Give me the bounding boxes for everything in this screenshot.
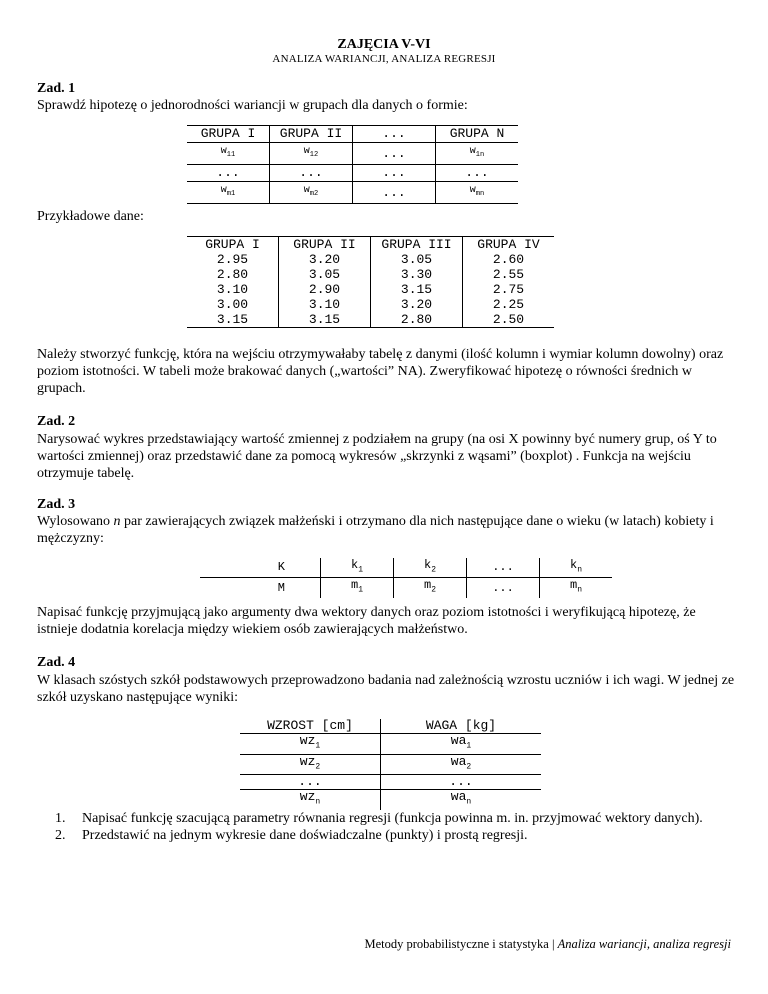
zad3-paragraph: Napisać funkcję przyjmującą jako argumenty dwa wektory danych oraz poziom istotności i weryfikującą hipotezę, że istnieje dodatnia korelacja między wiekiem osób zawierających małżeństwo.	[37, 605, 696, 637]
form-cell: $w_{mn}$	[436, 182, 519, 204]
age-cell: $k_n$	[540, 558, 613, 578]
form-cell: $w_{m1}$	[187, 182, 270, 204]
example-cell: 3.20	[371, 297, 463, 312]
hw-cell: $wa_1$	[381, 734, 542, 755]
example-cell: 2.80	[187, 267, 279, 282]
example-cell: 3.05	[279, 267, 371, 282]
age-cell: ...	[467, 558, 540, 578]
list-item-text: Napisać funkcję szacującą parametry równania regresji (funkcja powinna m. in. przyjmować wektory danych).	[82, 811, 703, 826]
example-cell: 3.10	[187, 282, 279, 297]
hw-cell: $wz_n$	[240, 790, 381, 810]
example-cell: 3.05	[371, 252, 463, 267]
list-item-number: 1.	[55, 811, 66, 826]
age-table	[200, 558, 612, 598]
zad2-heading: Zad. 2	[37, 414, 76, 429]
form-cell: ...	[353, 165, 436, 182]
zad4-task-list	[55, 810, 745, 844]
form-cell: $w_{m2}$	[270, 182, 353, 204]
form-table	[187, 125, 518, 204]
form-header: ...	[353, 126, 436, 143]
hw-cell: ...	[381, 775, 542, 790]
form-cell: ...	[353, 143, 436, 165]
age-cell: $k_2$	[394, 558, 467, 578]
example-cell: 2.60	[492, 252, 525, 267]
form-header: GRUPA II	[270, 126, 353, 143]
zad1-heading: Zad. 1	[37, 81, 76, 96]
hw-cell: $wz_2$	[240, 754, 381, 775]
example-header: GRUPA IV	[463, 237, 555, 253]
zad1-paragraph: Należy stworzyć funkcję, która na wejściu otrzymywałaby tabelę z danymi (ilość kolumn i wymiar kolumn dowolny) oraz poziom istotności. W tabeli może brakować danych („wartości” NA). Zweryfikować hipotezę o równości średnich w grupach.	[37, 347, 724, 396]
zad3-intro: Wylosowano n par zawierających związek małżeński i otrzymano dla nich następujące dane o wieku (w latach) kobiety i mężczyzny:	[37, 514, 714, 546]
example-cell: 3.30	[371, 267, 463, 282]
example-header: GRUPA I	[187, 237, 279, 253]
page-subtitle: ANALIZA WARIANCJI, ANALIZA REGRESJI	[272, 53, 496, 65]
form-header: GRUPA I	[187, 126, 270, 143]
example-table	[187, 236, 554, 328]
hw-cell: $wz_1$	[240, 734, 381, 755]
example-cell: 3.15	[187, 312, 279, 328]
example-cell: 2.25	[492, 297, 525, 312]
age-cell: $m_1$	[321, 578, 394, 598]
example-label: Przykładowe dane:	[37, 209, 144, 224]
hw-header: WZROST [cm]	[240, 719, 381, 734]
form-cell: $w_{1n}$	[436, 143, 519, 165]
zad1-intro: Sprawdź hipotezę o jednorodności wariancji w grupach dla danych o formie:	[37, 98, 468, 113]
form-cell: $w_{11}$	[187, 143, 270, 165]
height-weight-table	[240, 719, 541, 810]
zad4-heading: Zad. 4	[37, 655, 76, 670]
example-cell: 2.75	[492, 282, 525, 297]
form-header: GRUPA N	[436, 126, 519, 143]
example-cell: 3.10	[279, 297, 371, 312]
page-title: ZAJĘCIA V-VI	[337, 37, 431, 52]
example-header: GRUPA II	[279, 237, 371, 253]
example-cell: 3.00	[187, 297, 279, 312]
form-cell: ...	[270, 165, 353, 182]
age-label: K	[200, 558, 321, 578]
zad2-paragraph: Narysować wykres przedstawiający wartość zmiennej z podziałem na grupy (na osi X powinny być numery grup, oś Y to wartości zmiennej) oraz przedstawić dane za pomocą wykresów „skrzynki z wąsami” (boxplot) . Funkcja na wejściu otrzymuje tabelę.	[37, 432, 717, 481]
form-cell: ...	[436, 165, 519, 182]
age-cell: $k_1$	[321, 558, 394, 578]
list-item	[55, 827, 745, 844]
hw-cell: $wa_2$	[381, 754, 542, 775]
example-cell: 3.15	[371, 282, 463, 297]
example-cell: 2.55	[492, 267, 525, 282]
list-item	[55, 810, 745, 827]
example-header: GRUPA III	[371, 237, 463, 253]
age-cell: $m_2$	[394, 578, 467, 598]
example-cell: 3.15	[279, 312, 371, 328]
form-cell: $w_{12}$	[270, 143, 353, 165]
age-cell: ...	[467, 578, 540, 598]
zad4-paragraph: W klasach szóstych szkół podstawowych przeprowadzono badania nad zależnością wzrostu uczniów i ich wagi. W jednej ze szkół uzyskano następujące wyniki:	[37, 673, 735, 705]
list-item-number: 2.	[55, 828, 66, 843]
hw-header: WAGA [kg]	[381, 719, 542, 734]
list-item-text: Przedstawić na jednym wykresie dane doświadczalne (punkty) i prostą regresji.	[82, 828, 528, 843]
hw-cell: $wa_n$	[450, 789, 472, 807]
form-cell: ...	[187, 165, 270, 182]
example-cell: 2.80	[371, 312, 463, 328]
zad3-heading: Zad. 3	[37, 497, 76, 512]
example-cell: 2.90	[279, 282, 371, 297]
age-cell: $m_n$	[569, 578, 582, 595]
age-label: M	[200, 578, 321, 598]
example-cell: 2.50	[463, 312, 555, 328]
page-footer: Metody probabilistyczne i statystyka | Analiza wariancji, analiza regresji	[364, 937, 731, 951]
form-cell: ...	[353, 182, 436, 204]
example-cell: 3.20	[279, 252, 371, 267]
hw-cell: ...	[240, 775, 381, 790]
example-cell: 2.95	[187, 252, 279, 267]
